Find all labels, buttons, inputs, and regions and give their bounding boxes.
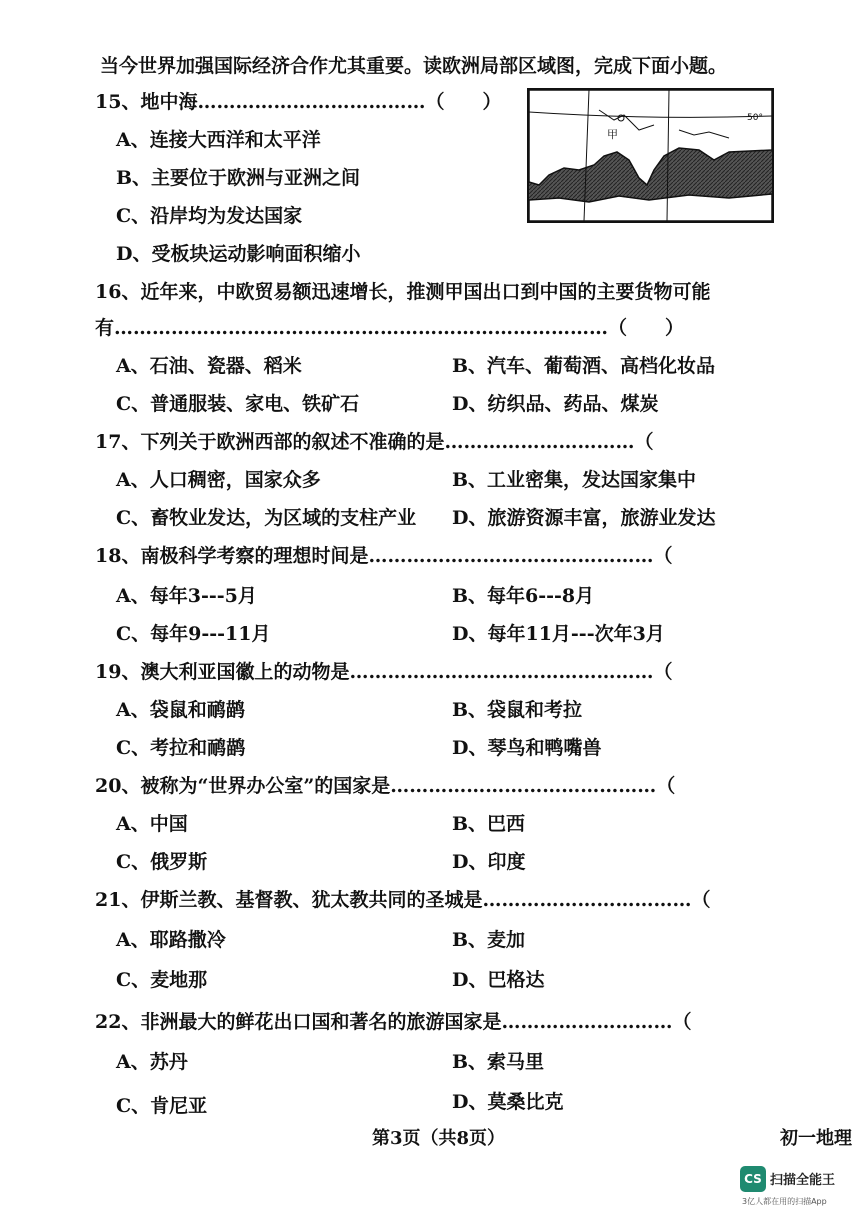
q16-option-d[interactable]: D、纺织品、药品、煤炭 [452,393,659,415]
q18-option-c[interactable]: C、每年9---11月 [116,623,271,645]
q17-option-a[interactable]: A、人口稠密，国家众多 [116,469,321,491]
q18-option-a[interactable]: A、每年3---5月 [116,585,257,607]
q17-stem: 17、下列关于欧洲西部的叙述不准确的是…………………………（ [95,431,654,453]
q16-stem-cont: 有……………………………………………………………………（ ） [95,317,685,339]
q21-option-d[interactable]: D、巴格达 [452,969,545,991]
q16-option-c[interactable]: C、普通服装、家电、铁矿石 [116,393,360,415]
q16-option-a[interactable]: A、石油、瓷器、稻米 [116,355,302,377]
q22-option-b[interactable]: B、索马里 [452,1051,545,1073]
q19-option-b[interactable]: B、袋鼠和考拉 [452,699,583,721]
q20-option-d[interactable]: D、印度 [452,851,526,873]
q15-option-a[interactable]: A、连接大西洋和太平洋 [116,129,321,151]
scanner-name: 扫描全能王 [770,1173,836,1188]
q18-option-b[interactable]: B、每年6---8月 [452,585,595,607]
q20-option-a[interactable]: A、中国 [116,813,188,835]
scanner-logo-icon: CS [740,1166,766,1192]
q20-option-c[interactable]: C、俄罗斯 [116,851,208,873]
q15-stem: 15、地中海………………………………（ ） [95,91,502,113]
q18-stem: 18、南极科学考察的理想时间是………………………………………（ [95,545,673,567]
scanner-watermark [740,1164,855,1209]
q17-option-b[interactable]: B、工业密集，发达国家集中 [452,469,697,491]
q21-stem: 21、伊斯兰教、基督教、犹太教共同的圣城是……………………………（ [95,889,711,911]
q22-option-a[interactable]: A、苏丹 [116,1051,188,1073]
label-jia: 甲 [607,128,618,141]
q16-option-b[interactable]: B、汽车、葡萄酒、高档化妆品 [452,355,716,377]
q21-option-a[interactable]: A、耶路撒冷 [116,929,226,951]
label-latitude: 50° [747,113,763,123]
q20-stem: 20、被称为“世界办公室”的国家是……………………………………（ [95,775,676,797]
q19-option-d[interactable]: D、琴鸟和鸭嘴兽 [452,737,602,759]
q19-option-a[interactable]: A、袋鼠和鸸鹋 [116,699,245,721]
q21-option-b[interactable]: B、麦加 [452,929,526,951]
q22-stem: 22、非洲最大的鲜花出口国和著名的旅游国家是………………………（ [95,1011,692,1033]
q15-option-c[interactable]: C、沿岸均为发达国家 [116,205,303,227]
q18-option-d[interactable]: D、每年11月---次年3月 [452,623,665,645]
europe-map [527,88,774,223]
corner-label: 初一地理 [780,1128,852,1149]
q15-option-b[interactable]: B、主要位于欧洲与亚洲之间 [116,167,361,189]
q17-option-d[interactable]: D、旅游资源丰富，旅游业发达 [452,507,716,529]
scanner-tagline: 3亿人都在用的扫描App [742,1197,827,1206]
q21-option-c[interactable]: C、麦地那 [116,969,208,991]
q22-option-d[interactable]: D、莫桑比克 [452,1091,564,1113]
intro-text: 当今世界加强国际经济合作尤其重要。读欧洲局部区域图，完成下面小题。 [100,55,728,77]
q17-option-c[interactable]: C、畜牧业发达，为区域的支柱产业 [116,507,417,529]
q20-option-b[interactable]: B、巴西 [452,813,526,835]
q16-stem: 16、近年来，中欧贸易额迅速增长，推测甲国出口到中国的主要货物可能 [95,281,711,303]
q15-option-d[interactable]: D、受板块运动影响面积缩小 [116,243,361,265]
page-number: 第3页（共8页） [372,1128,506,1149]
q19-option-c[interactable]: C、考拉和鸸鹋 [116,737,246,759]
q22-option-c[interactable]: C、肯尼亚 [116,1095,208,1117]
q19-stem: 19、澳大利亚国徽上的动物是…………………………………………（ [95,661,673,683]
